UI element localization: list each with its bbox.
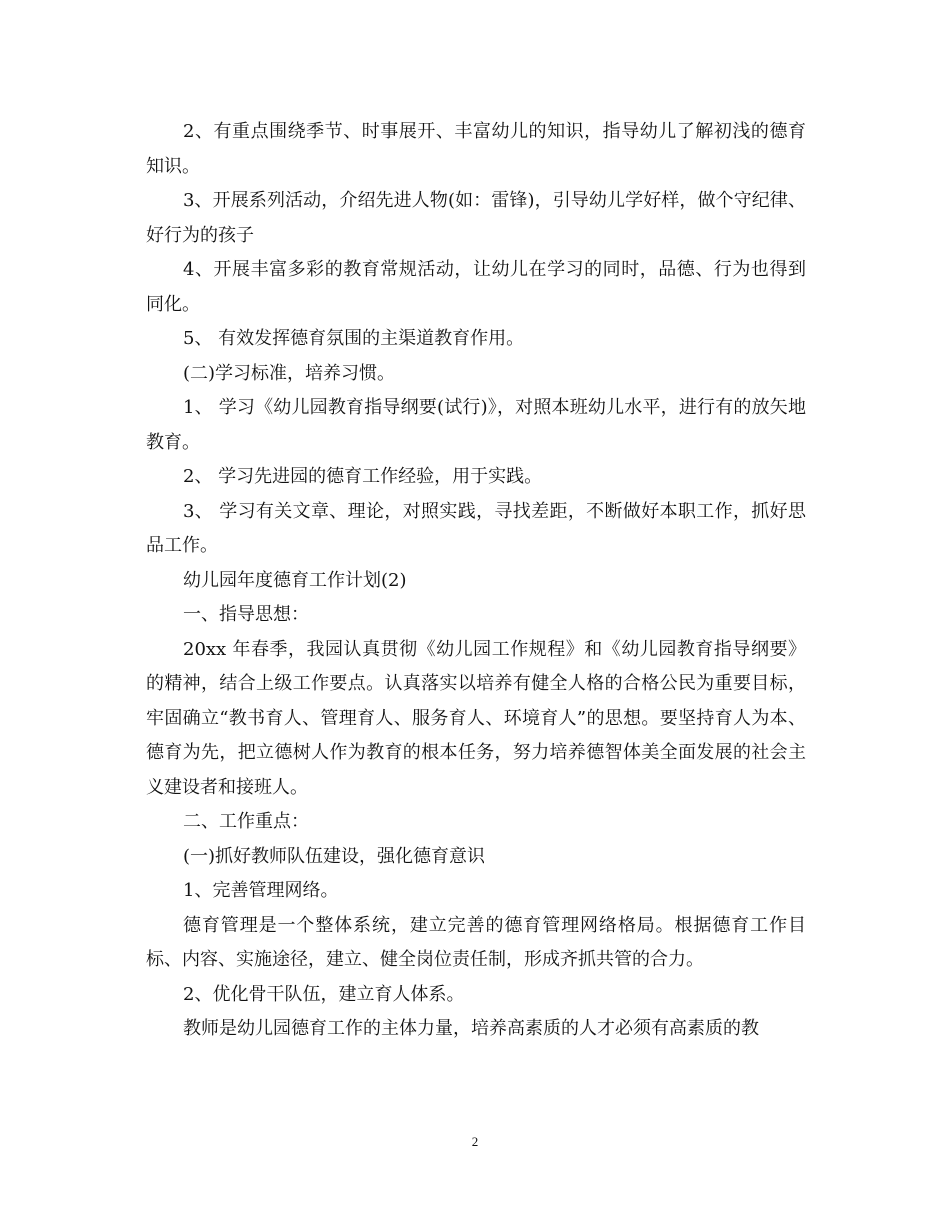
- paragraph-11: 20xx 年春季，我园认真贯彻《幼儿园工作规程》和《幼儿园教育指导纲要》的精神，结合上级工作要点。认真落实以培养有健全人格的合格公民为重要目标，牢固确立“教书育人、管理育人、服务育人、环境育人”的思想。要坚持育人为本、德育为先，把立德树人作为教育的根本任务，努力培养德智体美全面发展的社会主义建设者和接班人。: [146, 638, 806, 798]
- paragraph-15: 德育管理是一个整体系统，建立完善的德育管理网络格局。根据德育工作目标、内容、实施途径，建立、健全岗位责任制，形成齐抓共管的合力。: [146, 914, 806, 970]
- subsection-heading-teacher-team: (一)抓好教师队伍建设，强化德育意识: [183, 845, 486, 867]
- paragraph-6: 1、 学习《幼儿园教育指导纲要(试行)》，对照本班幼儿水平，进行有的放矢地教育。: [146, 397, 806, 453]
- paragraph-4: 5、 有效发挥德育氛围的主渠道教育作用。: [183, 328, 525, 349]
- section-heading-study-standards: (二)学习标准，培养习惯。: [183, 362, 396, 384]
- paragraph-2: 3、开展系列活动，介绍先进人物(如：雷锋)，引导幼儿学好样，做个守纪律、好行为的孩子: [146, 190, 806, 246]
- paragraph-14: 1、完善管理网络。: [183, 880, 339, 901]
- paragraph-7: 2、 学习先进园的德育工作经验，用于实践。: [183, 466, 543, 487]
- section-heading-work-focus: 二、工作重点：: [183, 811, 309, 832]
- document-body: [146, 115, 806, 1047]
- page-number: 2: [471, 1134, 479, 1149]
- plan-title: 幼儿园年度德育工作计划(2): [183, 569, 407, 591]
- paragraph-8: 3、 学习有关文章、理论，对照实践，寻找差距，不断做好本职工作，抓好思品工作。: [146, 500, 806, 556]
- paragraph-16: 2、优化骨干队伍，建立育人体系。: [183, 983, 465, 1005]
- paragraph-17: 教师是幼儿园德育工作的主体力量，培养高素质的人才必须有高素质的教: [183, 1018, 759, 1039]
- paragraph-1: 2、有重点围绕季节、时事展开、丰富幼儿的知识，指导幼儿了解初浅的德育知识。: [146, 121, 806, 177]
- paragraph-3: 4、开展丰富多彩的教育常规活动，让幼儿在学习的同时，品德、行为也得到同化。: [146, 259, 806, 315]
- section-heading-guiding-thought: 一、指导思想：: [183, 604, 309, 625]
